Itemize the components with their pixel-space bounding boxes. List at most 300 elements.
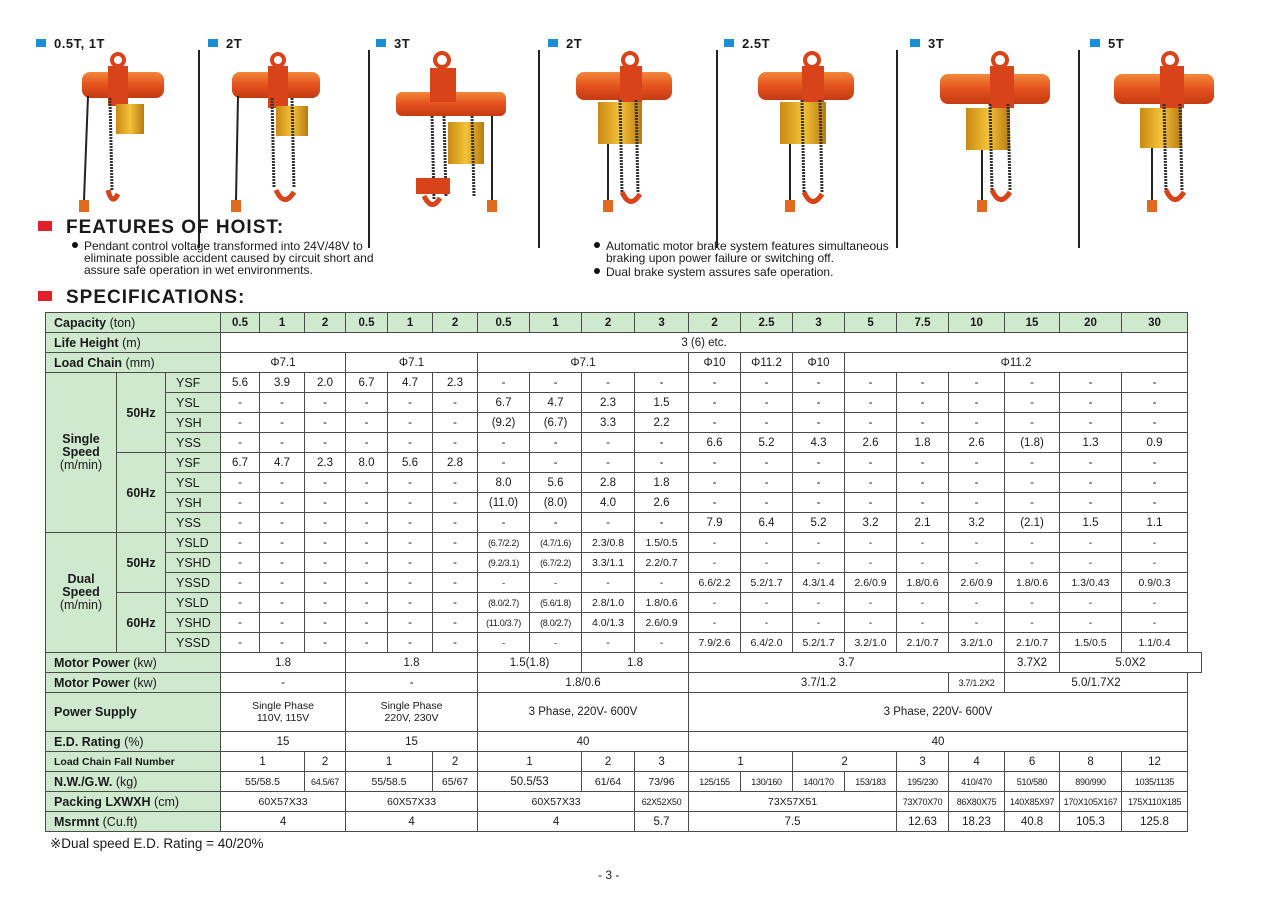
table-cell: 1035/1135 (1122, 772, 1188, 792)
table-cell: - (530, 433, 582, 453)
table-row (46, 693, 1202, 732)
table-row (46, 593, 1202, 613)
table-cell: Single Phase 220V, 230V (346, 693, 478, 732)
capacity-cell: 20 (1060, 313, 1122, 333)
table-cell: 2.1/0.7 (897, 633, 949, 653)
table-cell: - (845, 473, 897, 493)
table-cell: - (478, 513, 530, 533)
table-cell: 4 (221, 812, 346, 832)
table-cell: Φ7.1 (478, 353, 689, 373)
table-cell: - (388, 613, 433, 633)
table-cell: - (897, 393, 949, 413)
row-header-label: Motor Power (54, 655, 130, 670)
table-cell: 1.8/0.6 (478, 673, 689, 693)
table-cell: 3.2 (949, 513, 1005, 533)
red-square-icon (38, 291, 52, 301)
table-cell: 3 (635, 752, 689, 772)
table-cell: - (1060, 373, 1122, 393)
hoist-double-chain-icon (740, 50, 880, 215)
table-cell: 8.0 (478, 473, 530, 493)
table-cell: - (305, 633, 346, 653)
table-cell: - (949, 553, 1005, 573)
table-cell: - (845, 373, 897, 393)
table-cell: - (346, 513, 388, 533)
model-label: YSH (166, 493, 221, 513)
table-row (46, 353, 1202, 373)
table-cell: - (221, 573, 260, 593)
table-cell: - (1122, 593, 1188, 613)
row-header (46, 752, 221, 772)
row-header-label: E.D. Rating (54, 734, 121, 749)
table-cell: 0.9 (1122, 433, 1188, 453)
table-cell: - (221, 593, 260, 613)
table-cell: 4.7 (260, 453, 305, 473)
hoist-label: 2T (548, 36, 582, 51)
table-row (46, 792, 1202, 812)
table-cell: 410/470 (949, 772, 1005, 792)
table-cell: - (388, 573, 433, 593)
table-cell: 2.8/1.0 (582, 593, 635, 613)
hoist-label: 5T (1090, 36, 1124, 51)
blue-square-icon (548, 39, 558, 47)
table-cell: 1.8 (346, 653, 478, 673)
table-cell: 125/155 (689, 772, 741, 792)
table-cell: - (1060, 613, 1122, 633)
row-header (46, 812, 221, 832)
table-cell: - (1005, 393, 1060, 413)
capacity-cell: 30 (1122, 313, 1188, 333)
table-cell: 1.1/0.4 (1122, 633, 1188, 653)
table-cell: 60X57X33 (478, 792, 635, 812)
table-cell: - (346, 673, 478, 693)
table-cell: 5.6 (221, 373, 260, 393)
table-cell: 4.0/1.3 (582, 613, 635, 633)
hoist-item (1090, 36, 1220, 216)
table-cell: - (305, 493, 346, 513)
table-cell: 2.6 (635, 493, 689, 513)
table-cell: - (433, 593, 478, 613)
table-cell: 130/160 (741, 772, 793, 792)
table-cell: - (741, 613, 793, 633)
table-cell: 4.3 (793, 433, 845, 453)
capacity-cell: 0.5 (478, 313, 530, 333)
frequency-label: 60Hz (117, 593, 166, 653)
table-cell: - (949, 373, 1005, 393)
table-cell: 3.3 (582, 413, 635, 433)
capacity-cell: 7.5 (897, 313, 949, 333)
table-cell: (2.1) (1005, 513, 1060, 533)
row-header-label: Load Chain Fall Number (54, 755, 175, 768)
table-cell: - (305, 473, 346, 493)
table-row (46, 473, 1202, 493)
table-cell: 3.2/1.0 (949, 633, 1005, 653)
table-cell: - (1060, 593, 1122, 613)
table-cell: - (221, 673, 346, 693)
table-cell: Φ11.2 (741, 353, 793, 373)
table-cell: - (949, 493, 1005, 513)
table-cell: - (433, 393, 478, 413)
table-cell: 1.8/0.6 (1005, 573, 1060, 593)
table-cell: 15 (346, 732, 478, 752)
table-cell: 15 (221, 732, 346, 752)
table-cell: - (582, 453, 635, 473)
model-label: YSSD (166, 573, 221, 593)
table-cell: 3.7 (689, 653, 1005, 673)
table-cell: 1 (689, 752, 793, 772)
table-cell: Φ11.2 (845, 353, 1188, 373)
red-square-icon (38, 221, 52, 231)
table-row (46, 373, 1202, 393)
table-cell: - (897, 533, 949, 553)
table-cell: 5.6 (388, 453, 433, 473)
table-cell: - (897, 593, 949, 613)
table-cell: - (478, 573, 530, 593)
table-cell: 6.6 (689, 433, 741, 453)
table-row (46, 333, 1202, 353)
table-cell: - (635, 433, 689, 453)
table-cell: - (741, 473, 793, 493)
table-row (46, 433, 1202, 453)
table-cell: 6.7 (221, 453, 260, 473)
table-cell: - (689, 453, 741, 473)
table-cell: 5.2/1.7 (741, 573, 793, 593)
capacity-cell: 10 (949, 313, 1005, 333)
table-cell: Single Phase 110V, 115V (221, 693, 346, 732)
capacity-cell: 2 (582, 313, 635, 333)
specifications-table (45, 312, 1202, 832)
table-cell: - (897, 473, 949, 493)
table-cell: - (346, 413, 388, 433)
hoist-item (724, 36, 894, 216)
table-cell: 1.8 (582, 653, 689, 673)
capacity-cell: 1 (388, 313, 433, 333)
row-header-label: N.W./G.W. (54, 774, 113, 789)
blue-square-icon (36, 39, 46, 47)
model-label: YSSD (166, 633, 221, 653)
capacity-cell: 2.5 (741, 313, 793, 333)
table-cell: 6.7 (346, 373, 388, 393)
table-cell: - (433, 413, 478, 433)
table-cell: - (1122, 533, 1188, 553)
table-cell: 1.8 (635, 473, 689, 493)
table-cell: - (433, 633, 478, 653)
hoist-double-chain-icon (558, 50, 698, 215)
table-cell: - (845, 613, 897, 633)
table-cell: - (582, 573, 635, 593)
table-cell: 2.3 (582, 393, 635, 413)
group-unit: (m/min) (59, 598, 103, 612)
table-cell: - (433, 513, 478, 533)
table-cell: - (1005, 613, 1060, 633)
table-cell: - (346, 613, 388, 633)
blue-square-icon (208, 39, 218, 47)
table-cell: 2.8 (433, 453, 478, 473)
table-cell: 2 (305, 752, 346, 772)
bullet-icon (594, 242, 600, 248)
table-cell: 8.0 (346, 453, 388, 473)
table-cell: - (689, 413, 741, 433)
table-cell: - (433, 553, 478, 573)
table-cell: - (221, 473, 260, 493)
table-cell: - (305, 393, 346, 413)
table-row (46, 553, 1202, 573)
table-cell: 7.5 (689, 812, 897, 832)
row-header-label: Motor Power (54, 675, 130, 690)
table-cell: - (635, 573, 689, 593)
table-cell: 5.0/1.7X2 (1005, 673, 1188, 693)
divider (368, 50, 370, 248)
table-cell: - (305, 593, 346, 613)
hoist-single-chain-icon (46, 50, 186, 215)
table-cell: 3.7X2 (1005, 653, 1060, 673)
table-cell: - (689, 493, 741, 513)
table-cell: - (689, 373, 741, 393)
table-cell: - (1005, 453, 1060, 473)
table-row (46, 453, 1202, 473)
model-label: YSHD (166, 553, 221, 573)
table-cell: - (260, 533, 305, 553)
table-cell: - (433, 613, 478, 633)
table-cell: - (388, 513, 433, 533)
table-cell: 40 (478, 732, 689, 752)
table-cell: - (741, 413, 793, 433)
row-header (46, 732, 221, 752)
table-cell: - (221, 393, 260, 413)
table-cell: 3 (897, 752, 949, 772)
table-cell: - (689, 393, 741, 413)
table-cell: 2 (793, 752, 897, 772)
table-cell: 195/230 (897, 772, 949, 792)
table-cell: - (897, 413, 949, 433)
table-cell: - (346, 533, 388, 553)
table-cell: 55/58.5 (221, 772, 305, 792)
table-cell: - (1005, 553, 1060, 573)
group-unit: (m/min) (59, 458, 103, 472)
table-cell: - (1060, 533, 1122, 553)
table-cell: 1 (346, 752, 433, 772)
table-cell: - (845, 493, 897, 513)
single-speed-label (46, 373, 117, 533)
table-cell: - (582, 373, 635, 393)
table-cell: - (741, 533, 793, 553)
table-cell: - (1005, 533, 1060, 553)
table-cell: 1 (221, 752, 305, 772)
hoist-double-chain-icon (920, 50, 1070, 215)
table-cell: Φ7.1 (346, 353, 478, 373)
table-cell: 12.63 (897, 812, 949, 832)
table-cell: - (1060, 393, 1122, 413)
table-cell: - (346, 473, 388, 493)
table-cell: - (388, 413, 433, 433)
model-label: YSF (166, 373, 221, 393)
table-cell: 2.3/0.8 (582, 533, 635, 553)
table-cell: 1.8 (897, 433, 949, 453)
table-cell: 18.23 (949, 812, 1005, 832)
table-cell: - (305, 573, 346, 593)
row-header-label: Power Supply (54, 705, 137, 719)
row-header-label: Load Chain (54, 355, 123, 370)
table-row (46, 313, 1202, 333)
table-cell: 3.2/1.0 (845, 633, 897, 653)
table-cell: - (635, 513, 689, 533)
table-cell: - (1060, 553, 1122, 573)
table-cell: 140X85X97 (1005, 792, 1060, 812)
feature-item: Pendant control voltage transformed into 24V/48V to eliminate possible accident caused by circuit short and assure safe operation in wet environments. (72, 240, 374, 276)
table-cell: - (1122, 393, 1188, 413)
table-cell: 2 (582, 752, 635, 772)
hoist-label: 3T (376, 36, 410, 51)
table-cell: 170X105X167 (1060, 792, 1122, 812)
table-cell: - (949, 453, 1005, 473)
hoist-item (376, 36, 546, 216)
row-header-unit: (kw) (133, 655, 157, 670)
table-cell: - (793, 553, 845, 573)
table-cell: - (1122, 493, 1188, 513)
table-cell: - (635, 453, 689, 473)
table-cell: 1.8/0.6 (897, 573, 949, 593)
bullet-icon (594, 268, 600, 274)
table-cell: 3 (6) etc. (221, 333, 1188, 353)
table-cell: - (346, 393, 388, 413)
table-cell: - (478, 373, 530, 393)
table-cell: - (433, 473, 478, 493)
table-cell: 5.2 (741, 433, 793, 453)
table-cell: - (582, 633, 635, 653)
table-cell: 0.9/0.3 (1122, 573, 1188, 593)
table-cell: 2 (433, 752, 478, 772)
table-row (46, 393, 1202, 413)
hoist-label: 3T (910, 36, 944, 51)
table-cell: 3 Phase, 220V- 600V (478, 693, 689, 732)
hoist-item (910, 36, 1080, 216)
table-row (46, 493, 1202, 513)
table-cell: - (388, 433, 433, 453)
table-cell: - (793, 413, 845, 433)
table-cell: - (582, 433, 635, 453)
table-row (46, 732, 1202, 752)
table-cell: (8.0/2.7) (530, 613, 582, 633)
table-cell: - (1122, 413, 1188, 433)
table-cell: (9.2) (478, 413, 530, 433)
table-cell: 50.5/53 (478, 772, 582, 792)
features-heading: FEATURES OF HOIST: (38, 217, 284, 239)
table-cell: 5.2 (793, 513, 845, 533)
table-cell: - (305, 513, 346, 533)
row-header-label: Capacity (54, 315, 107, 330)
table-cell: - (689, 533, 741, 553)
table-cell: - (530, 453, 582, 473)
table-row (46, 573, 1202, 593)
table-cell: 175X110X185 (1122, 792, 1188, 812)
table-cell: 2.6/0.9 (949, 573, 1005, 593)
row-header-label: Packing LXWXH (54, 794, 151, 809)
table-cell: - (221, 553, 260, 573)
row-header (46, 353, 221, 373)
capacity-cell: 0.5 (221, 313, 260, 333)
table-cell: 1.5 (635, 393, 689, 413)
table-cell: 3.9 (260, 373, 305, 393)
hoist-double-chain-icon (218, 50, 358, 215)
table-cell: 73/96 (635, 772, 689, 792)
table-row (46, 752, 1202, 772)
table-cell: 1.5 (1060, 513, 1122, 533)
table-cell: - (793, 613, 845, 633)
table-cell: - (1122, 553, 1188, 573)
table-cell: - (949, 413, 1005, 433)
hoist-label: 2.5T (724, 36, 770, 51)
feature-item: Automatic motor brake system features simultaneous braking upon power failure or switching off. (594, 240, 889, 264)
table-cell: 64.5/67 (305, 772, 346, 792)
table-cell: 2.6 (949, 433, 1005, 453)
table-cell: - (1005, 413, 1060, 433)
table-row (46, 633, 1202, 653)
table-cell: (9.2/3.1) (478, 553, 530, 573)
table-cell: (11.0/3.7) (478, 613, 530, 633)
capacity-cell: 1 (260, 313, 305, 333)
table-cell: (11.0) (478, 493, 530, 513)
model-label: YSHD (166, 613, 221, 633)
table-cell: 6.4 (741, 513, 793, 533)
table-cell: - (897, 553, 949, 573)
capacity-cell: 5 (845, 313, 897, 333)
table-cell: - (221, 513, 260, 533)
table-cell: 105.3 (1060, 812, 1122, 832)
model-label: YSH (166, 413, 221, 433)
table-cell: (8.0) (530, 493, 582, 513)
table-cell: 6.7 (478, 393, 530, 413)
table-cell: - (388, 493, 433, 513)
table-cell: - (346, 493, 388, 513)
capacity-cell: 2 (433, 313, 478, 333)
table-cell: - (1005, 593, 1060, 613)
table-cell: 6.4/2.0 (741, 633, 793, 653)
table-cell: 2.1 (897, 513, 949, 533)
table-cell: - (845, 393, 897, 413)
table-cell: (8.0/2.7) (478, 593, 530, 613)
table-cell: - (346, 573, 388, 593)
table-cell: - (793, 373, 845, 393)
table-cell: - (305, 553, 346, 573)
table-row (46, 653, 1202, 673)
table-cell: - (741, 593, 793, 613)
table-cell: 2.2 (635, 413, 689, 433)
frequency-label: 50Hz (117, 533, 166, 593)
specifications-heading: SPECIFICATIONS: (38, 287, 245, 309)
model-label: YSS (166, 433, 221, 453)
table-cell: - (478, 433, 530, 453)
table-row (46, 413, 1202, 433)
table-cell: 1.3/0.43 (1060, 573, 1122, 593)
row-header (46, 792, 221, 812)
capacity-cell: 0.5 (346, 313, 388, 333)
table-cell: - (388, 593, 433, 613)
blue-square-icon (1090, 39, 1100, 47)
hoist-item (208, 36, 368, 216)
table-cell: - (221, 533, 260, 553)
capacity-cell: 15 (1005, 313, 1060, 333)
capacity-cell: 3 (635, 313, 689, 333)
hoist-triple-chain-icon (384, 50, 544, 215)
table-cell: - (260, 553, 305, 573)
table-cell: - (845, 413, 897, 433)
row-header-unit: (m) (122, 335, 141, 350)
table-cell: - (949, 533, 1005, 553)
divider (1078, 50, 1080, 248)
table-cell: - (530, 373, 582, 393)
table-cell: 73X70X70 (897, 792, 949, 812)
table-cell: - (741, 393, 793, 413)
row-header (46, 772, 221, 792)
